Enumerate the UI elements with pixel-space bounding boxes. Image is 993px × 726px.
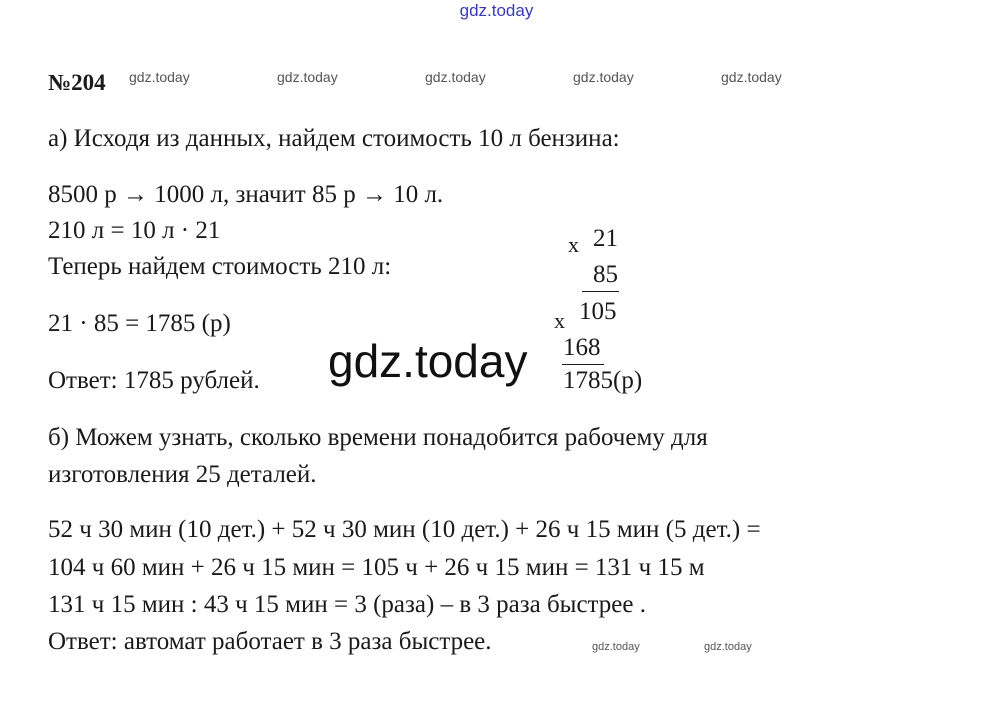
calc-partial: 168 bbox=[563, 334, 601, 361]
calc-underline bbox=[562, 364, 604, 365]
part-a-line: 8500 р → 1000 л, значит 85 р → 10 л. bbox=[48, 181, 444, 208]
watermark-center: gdz.today bbox=[328, 335, 528, 387]
part-a-equation: 21 · 85 = 1785 (р) bbox=[48, 310, 231, 337]
calc-underline bbox=[582, 291, 619, 292]
part-b-line: 131 ч 15 мин : 43 ч 15 мин = 3 (раза) – в 3 раза быстрее . bbox=[48, 591, 646, 618]
watermark-bottom: gdz.today bbox=[704, 641, 752, 653]
part-a-intro: а) Исходя из данных, найдем стоимость 10 л бензина: bbox=[48, 125, 620, 152]
part-b-intro: б) Можем узнать, сколько времени понадобится рабочему для bbox=[48, 424, 708, 451]
part-a-line: 210 л = 10 л · 21 bbox=[48, 217, 221, 244]
calc-result: 1785(р) bbox=[563, 367, 643, 394]
watermark-top: gdz.today bbox=[459, 1, 534, 20]
part-a-answer: Ответ: 1785 рублей. bbox=[48, 367, 260, 394]
problem-number: №204 bbox=[48, 70, 106, 95]
part-a-line: Теперь найдем стоимость 210 л: bbox=[48, 253, 392, 280]
watermark-header: gdz.today bbox=[129, 69, 190, 85]
watermark-header: gdz.today bbox=[277, 69, 338, 85]
part-b-intro: изготовления 25 деталей. bbox=[48, 461, 317, 488]
watermark-header: gdz.today bbox=[425, 69, 486, 85]
multiply-sign: x bbox=[554, 308, 565, 333]
calc-factor: 85 bbox=[593, 261, 618, 288]
watermark-header: gdz.today bbox=[721, 69, 782, 85]
watermark-header: gdz.today bbox=[573, 69, 634, 85]
part-b-line: 104 ч 60 мин + 26 ч 15 мин = 105 ч + 26 ч 15 мин = 131 ч 15 м bbox=[48, 554, 705, 581]
part-b-line: 52 ч 30 мин (10 дет.) + 52 ч 30 мин (10 дет.) + 26 ч 15 мин (5 дет.) = bbox=[48, 516, 761, 543]
multiply-sign: x bbox=[568, 232, 579, 257]
part-b-answer: Ответ: автомат работает в 3 раза быстрее. bbox=[48, 628, 492, 655]
calc-factor: 21 bbox=[593, 225, 618, 252]
watermark-bottom: gdz.today bbox=[592, 641, 640, 653]
calc-partial: 105 bbox=[579, 298, 617, 325]
